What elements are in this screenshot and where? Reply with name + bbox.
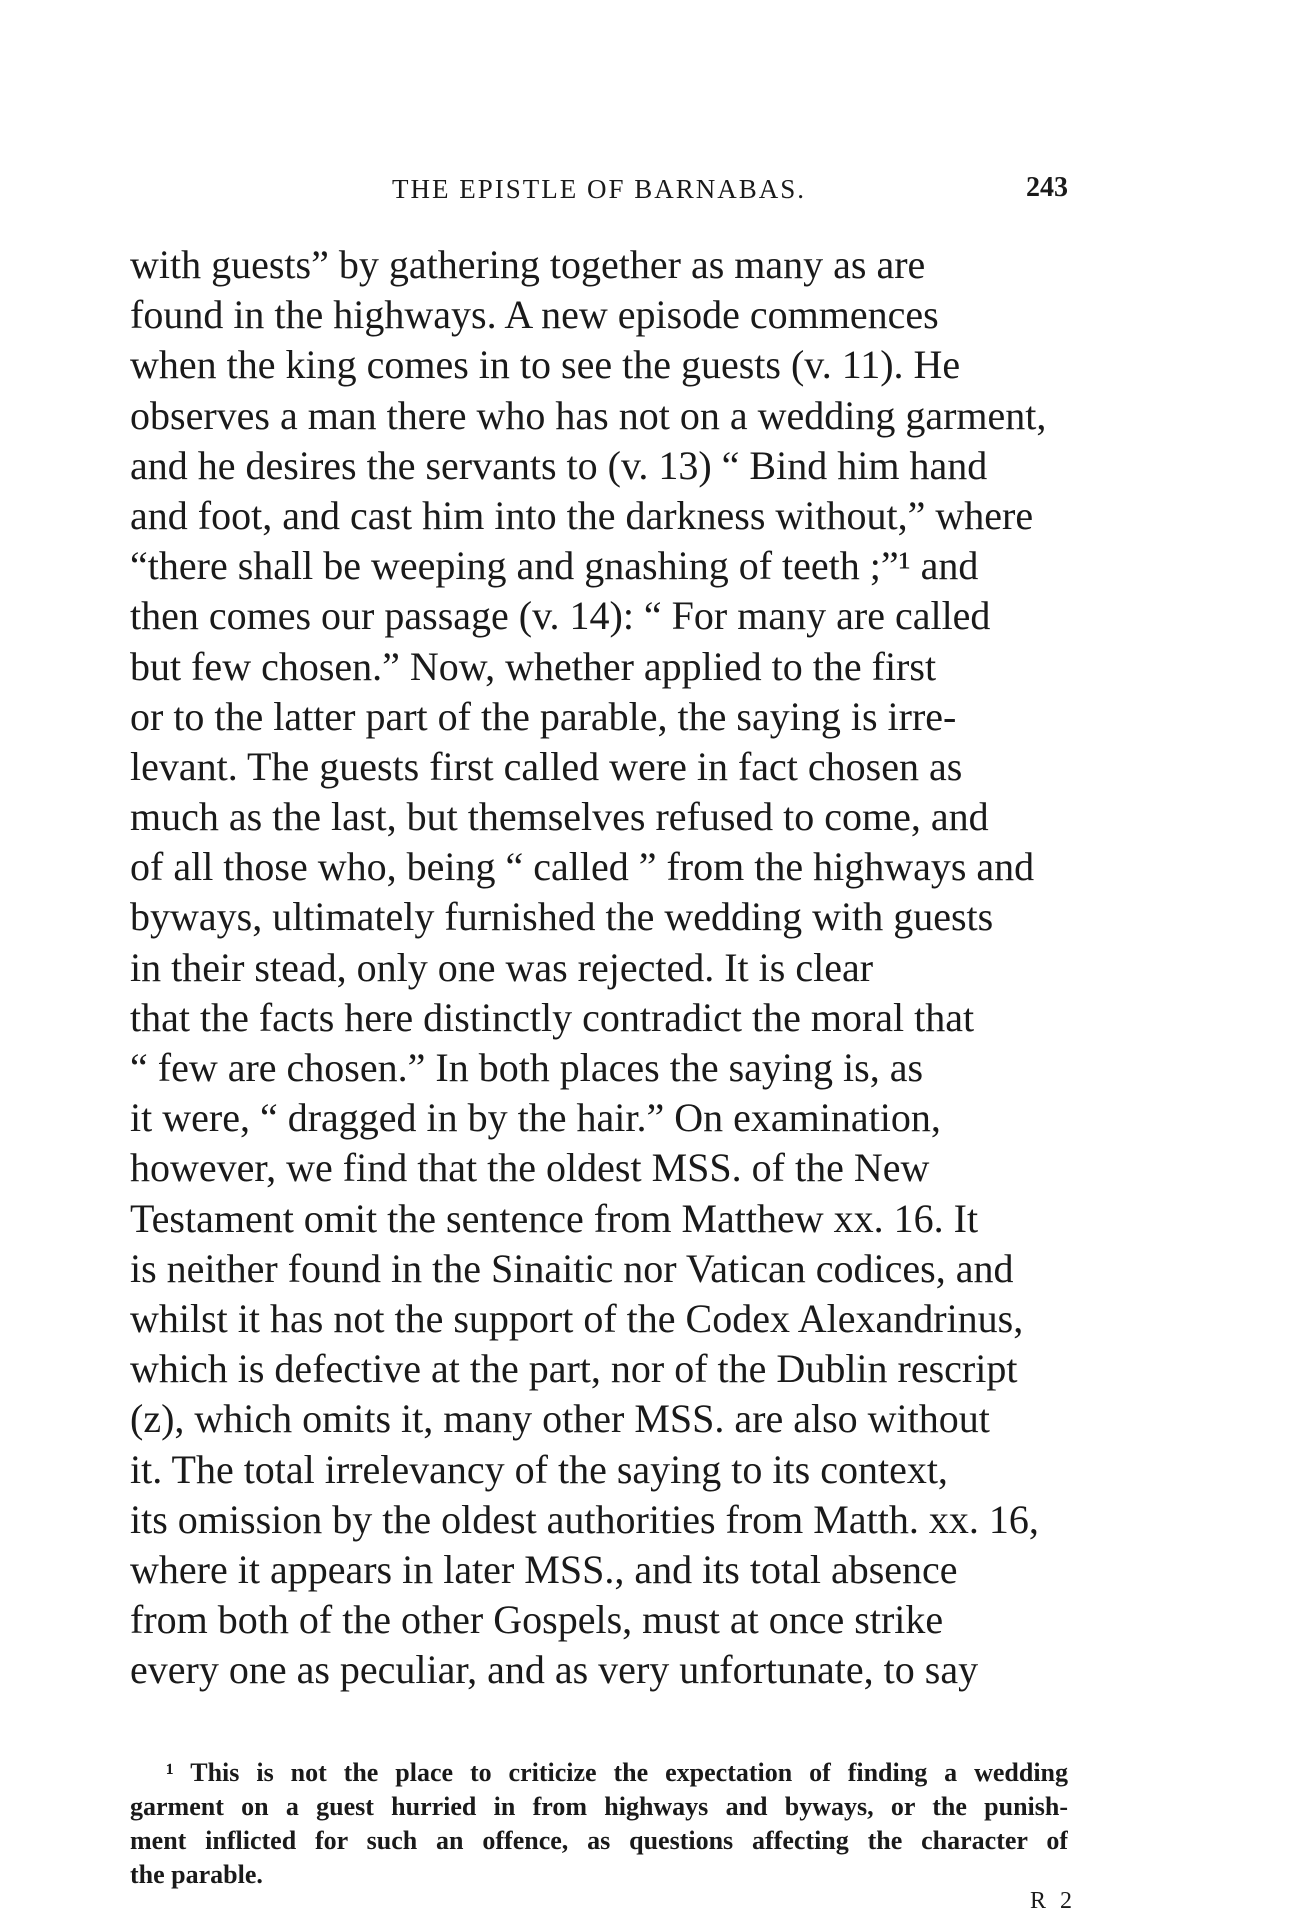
footnote-line: ¹ This is not the place to criticize the expectation of finding a wedding: [166, 1758, 1068, 1787]
text-line: found in the highways. A new episode commences: [130, 292, 939, 338]
text-line: it. The total irrelevancy of the saying to its context,: [130, 1446, 948, 1492]
text-line: that the facts here distinctly contradict the moral that: [130, 994, 975, 1040]
text-line: but few chosen.” Now, whether applied to the first: [130, 643, 937, 689]
text-line: of all those who, being “ called ” from the highways and: [130, 844, 1035, 890]
footnote-line: the parable.: [130, 1860, 263, 1889]
text-line: in their stead, only one was rejected. It is clear: [130, 944, 874, 990]
text-line: levant. The guests first called were in fact chosen as: [130, 743, 963, 789]
text-line: then comes our passage (v. 14): “ For many are called: [130, 593, 991, 639]
text-line: observes a man there who has not on a wedding garment,: [130, 392, 1047, 438]
footnote: [130, 1756, 1068, 1892]
text-line: every one as peculiar, and as very unfortunate, to say: [130, 1647, 979, 1693]
body-text: [130, 240, 1068, 1695]
text-line: from both of the other Gospels, must at once strike: [130, 1597, 944, 1643]
text-line: however, we find that the oldest MSS. of the New: [130, 1145, 930, 1191]
text-line: byways, ultimately furnished the wedding with guests: [130, 894, 994, 940]
running-title: THE EPISTLE OF BARNABAS.: [391, 174, 807, 204]
text-line: much as the last, but themselves refused to come, and: [130, 794, 989, 840]
text-line: which is defective at the part, nor of the Dublin rescript: [130, 1346, 1018, 1392]
text-line: (z), which omits it, many other MSS. are also without: [130, 1396, 990, 1442]
text-line: when the king comes in to see the guests (v. 11). He: [130, 342, 961, 388]
text-line: “there shall be weeping and gnashing of teeth ;”¹ and: [130, 543, 979, 589]
footnote-line: garment on a guest hurried in from highways and byways, or the punish-: [130, 1792, 1068, 1821]
running-head: [130, 170, 1068, 210]
text-line: and foot, and cast him into the darkness without,” where: [130, 492, 1034, 538]
text-line: and he desires the servants to (v. 13) “ Bind him hand: [130, 442, 988, 488]
text-line: “ few are chosen.” In both places the saying is, as: [130, 1045, 924, 1090]
page-number: 243: [1026, 172, 1068, 203]
text-line: where it appears in later MSS., and its total absence: [130, 1546, 958, 1592]
footnote-line: ment inflicted for such an offence, as questions affecting the character of: [130, 1826, 1068, 1855]
text-line: its omission by the oldest authorities from Matth. xx. 16,: [130, 1496, 1039, 1542]
signature-mark: R 2: [1030, 1888, 1077, 1914]
text-line: whilst it has not the support of the Codex Alexandrinus,: [130, 1295, 1024, 1341]
text-line: or to the latter part of the parable, the saying is irre-: [130, 693, 957, 739]
text-line: it were, “ dragged in by the hair.” On examination,: [130, 1095, 941, 1141]
text-line: is neither found in the Sinaitic nor Vatican codices, and: [130, 1245, 1014, 1291]
text-line: Testament omit the sentence from Matthew xx. 16. It: [130, 1195, 979, 1241]
text-line: with guests” by gathering together as many as are: [130, 242, 926, 287]
